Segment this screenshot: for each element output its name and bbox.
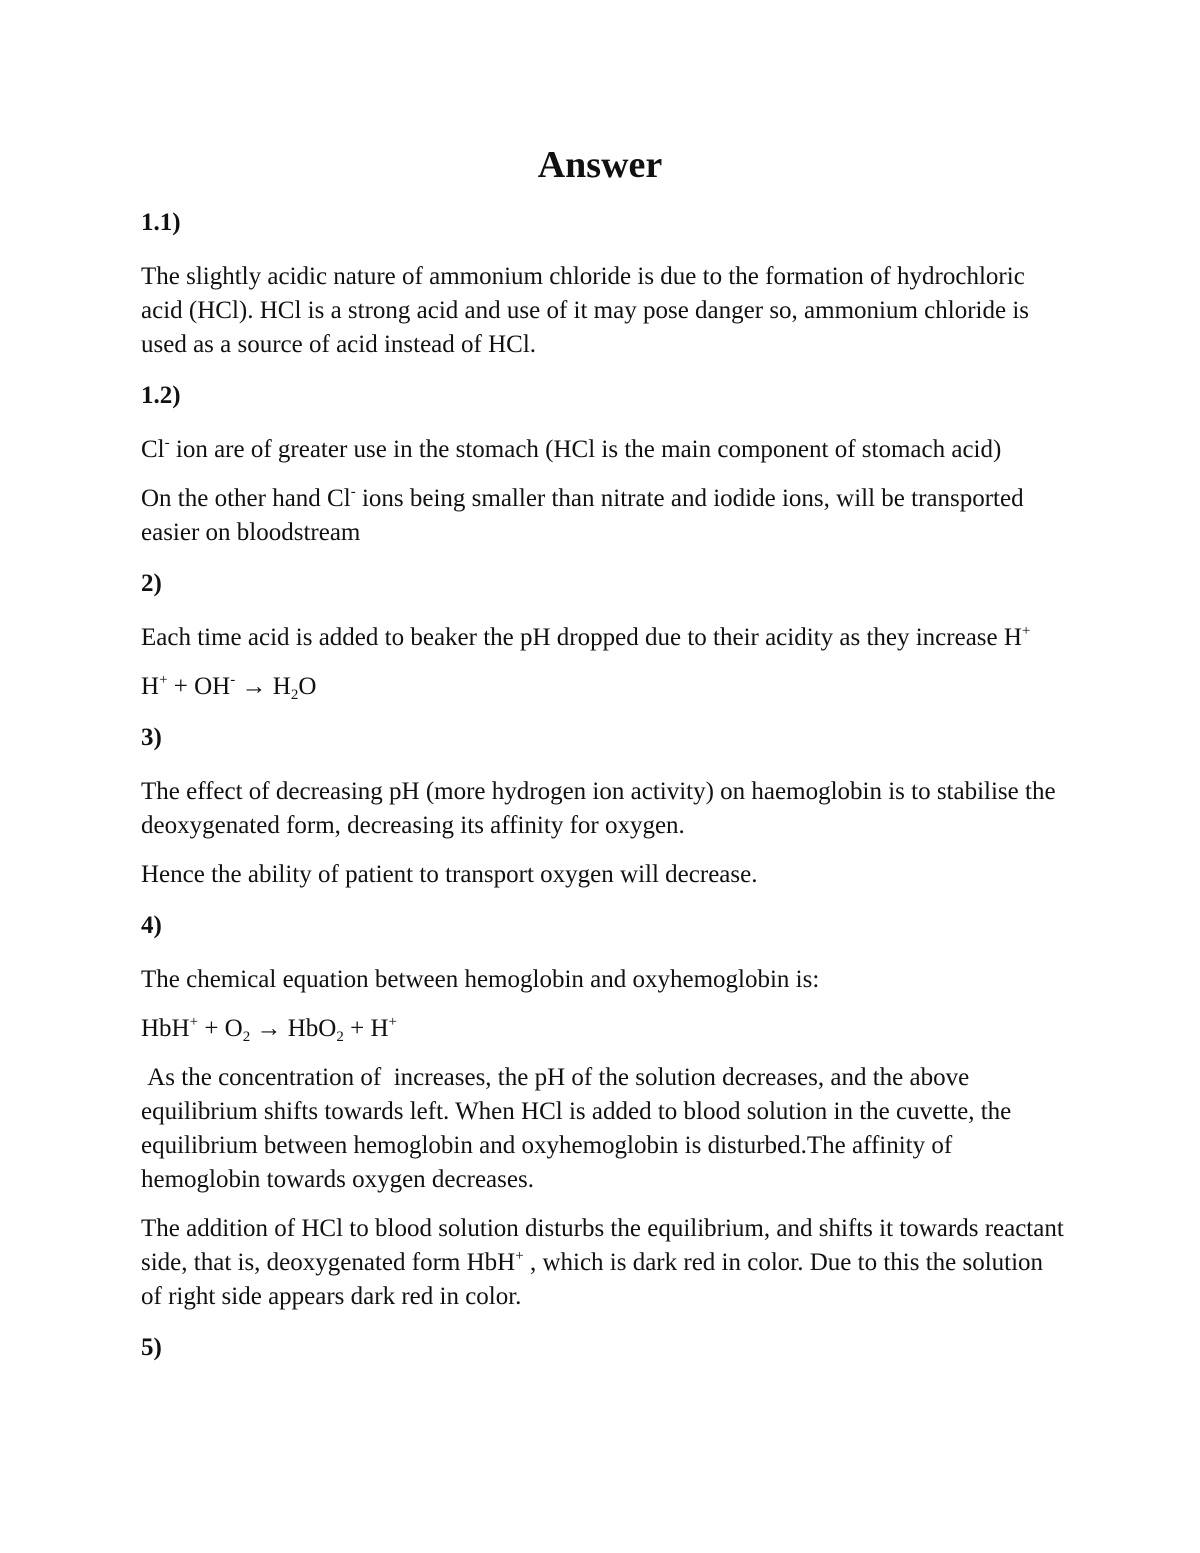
superscript: - [164, 435, 170, 451]
text-run: HbH [141, 1015, 190, 1042]
superscript: + [388, 1014, 397, 1030]
text-run: , which is dark red in color. Due to this the solution of right side appears dark red in color. [141, 1249, 1044, 1310]
page-title: Answer [537, 144, 663, 186]
text-run: + H [343, 1015, 389, 1042]
section-heading-2: 2) [141, 570, 162, 597]
paragraph [141, 433, 1066, 467]
subscript: 2 [242, 1029, 251, 1045]
text-run: On the other hand Cl [141, 485, 351, 512]
section-heading-1-1: 1.1) [141, 209, 181, 236]
text-run: ion are of greater use in the stomach (HCl is the main component of stomach acid) [169, 436, 1002, 463]
text-run: Cl [141, 436, 165, 463]
subscript: 2 [336, 1029, 344, 1045]
superscript: - [350, 484, 356, 500]
paragraph: The effect of decreasing pH (more hydrogen ion activity) on haemoglobin is to stabilise the deoxygenated form, decreasing its affinity for oxygen. [141, 778, 1056, 839]
paragraph: Hence the ability of patient to transport oxygen will decrease. [141, 861, 758, 888]
text-run: → H [235, 673, 291, 700]
superscript: + [159, 672, 168, 688]
document-body [141, 206, 1066, 1385]
superscript: + [1021, 623, 1031, 639]
chemical-equation [141, 670, 1066, 704]
text-run: + O [198, 1015, 243, 1042]
chemical-equation [141, 1012, 1066, 1046]
section-heading-1-2: 1.2) [141, 382, 181, 409]
paragraph [141, 482, 1066, 550]
paragraph [141, 621, 1066, 655]
paragraph: The slightly acidic nature of ammonium chloride is due to the formation of hydrochloric acid (HCl). HCl is a strong acid and use of it may pose danger so, ammonium chloride is used as a source of acid instead of HCl. [141, 263, 1030, 358]
text-run: H [141, 673, 160, 700]
section-heading-3: 3) [141, 724, 162, 751]
subscript: 2 [290, 687, 299, 703]
paragraph: As the concentration of increases, the pH of the solution decreases, and the above equilibrium shifts towards left. When HCl is added to blood solution in the cuvette, the equilibrium between hemoglobin and oxyhemoglobin is disturbed.The affinity of hemoglobin towards oxygen decreases. [141, 1064, 1018, 1193]
section-heading-5: 5) [141, 1334, 162, 1361]
superscript: + [189, 1014, 199, 1030]
text-run: The addition of HCl to blood solution disturbs the equilibrium, and shifts it towards reactant side, that is, deoxygenated form HbH [141, 1215, 1064, 1276]
text-run: O [298, 673, 317, 700]
section-heading-4: 4) [141, 912, 162, 939]
text-run: Each time acid is added to beaker the pH dropped due to their acidity as they increase H [141, 624, 1022, 651]
superscript: - [230, 672, 236, 688]
paragraph: The chemical equation between hemoglobin and oxyhemoglobin is: [141, 966, 820, 993]
text-run: + OH [167, 673, 231, 700]
superscript: + [515, 1248, 524, 1264]
text-run: ions being smaller than nitrate and iodide ions, will be transported easier on bloodstream [141, 485, 1024, 546]
paragraph [141, 1212, 1066, 1314]
text-run: → HbO [250, 1015, 337, 1042]
